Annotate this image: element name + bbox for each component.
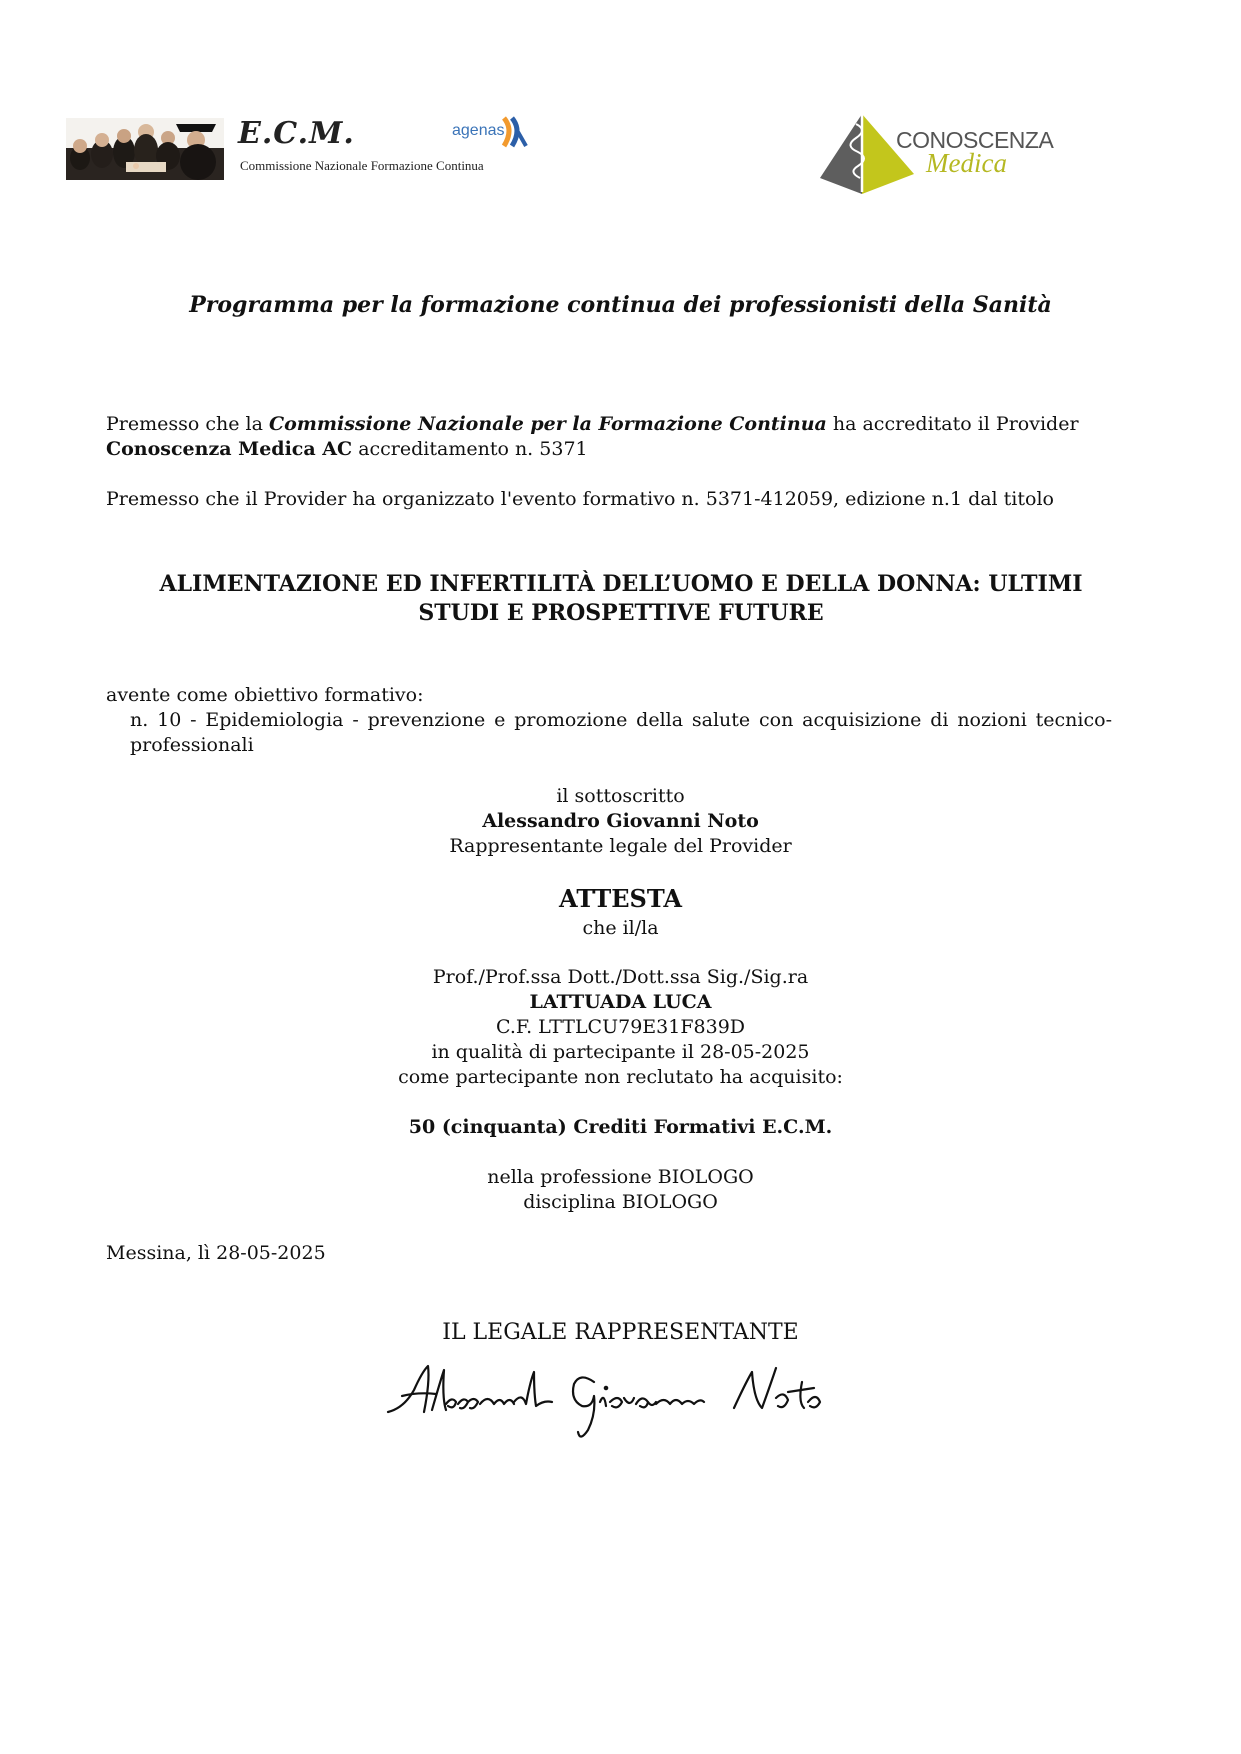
participant-quality: in qualità di partecipante il 28-05-2025 bbox=[431, 1041, 810, 1063]
handwritten-signature bbox=[384, 1352, 854, 1442]
accreditation-number: accreditamento n. 5371 bbox=[352, 438, 588, 460]
objective-item: n. 10 - Epidemiologia - prevenzione e promozione della salute con acquisizione di nozioni tecnico-professionali bbox=[130, 709, 1112, 756]
event-title-line-1: ALIMENTAZIONE ED INFERTILITÀ DELL’UOMO E DELLA DONNA: ULTIMI bbox=[159, 571, 1083, 597]
legal-representative-label: IL LEGALE RAPPRESENTANTE bbox=[442, 1320, 799, 1345]
attesta-heading: ATTESTA bbox=[559, 884, 682, 913]
commission-name: Commissione Nazionale per la Formazione Continua bbox=[268, 413, 827, 435]
provider-logo bbox=[818, 108, 1078, 198]
agenas-icon bbox=[500, 116, 528, 148]
participant-titles: Prof./Prof.ssa Dott./Dott.ssa Sig./Sig.ra bbox=[432, 966, 809, 988]
profession-block bbox=[0, 1165, 1241, 1215]
signatory-role: Rappresentante legale del Provider bbox=[449, 835, 792, 857]
premesso-prefix: Premesso che la bbox=[106, 413, 269, 435]
premesso-event: Premesso che il Provider ha organizzato l'evento formativo n. 5371-412059, edizione n.1 dal titolo bbox=[106, 488, 1054, 510]
participant-fiscal-code: C.F. LTTLCU79E31F839D bbox=[495, 1016, 746, 1038]
event-title-line-2: STUDI E PROSPETTIVE FUTURE bbox=[418, 600, 824, 626]
participant-name: LATTUADA LUCA bbox=[529, 991, 712, 1013]
che-label: che il/la bbox=[582, 917, 659, 939]
agenas-label: agenas bbox=[452, 122, 505, 139]
ecm-title: E.C.M. bbox=[238, 116, 355, 151]
ecm-painting-image bbox=[66, 118, 224, 180]
participant-block bbox=[0, 965, 1241, 1090]
program-title: Programma per la formazione continua dei professionisti della Sanità bbox=[189, 292, 1052, 318]
provider-logo-word-conoscenza: CONOSCENZA bbox=[896, 127, 1054, 153]
place-date: Messina, lì 28-05-2025 bbox=[106, 1242, 326, 1264]
objective-label: avente come obiettivo formativo: bbox=[106, 684, 424, 706]
premesso-accreditation bbox=[106, 412, 1146, 462]
provider-logo-word-medica: Medica bbox=[926, 148, 1007, 178]
discipline: disciplina BIOLOGO bbox=[523, 1191, 718, 1213]
ecm-logo bbox=[66, 116, 546, 186]
participant-acquired: come partecipante non reclutato ha acquisito: bbox=[398, 1066, 843, 1088]
signatory-name: Alessandro Giovanni Noto bbox=[482, 810, 759, 832]
provider-name: Conoscenza Medica AC bbox=[106, 438, 353, 460]
profession: nella professione BIOLOGO bbox=[487, 1166, 754, 1188]
premesso-middle: ha accreditato il Provider bbox=[826, 413, 1079, 435]
event-title bbox=[106, 570, 1136, 628]
ecm-subtitle: Commissione Nazionale Formazione Continua bbox=[240, 158, 484, 173]
signatory-label: il sottoscritto bbox=[556, 785, 685, 807]
credits-awarded: 50 (cinquanta) Crediti Formativi E.C.M. bbox=[408, 1116, 833, 1138]
signatory-block bbox=[0, 784, 1241, 859]
